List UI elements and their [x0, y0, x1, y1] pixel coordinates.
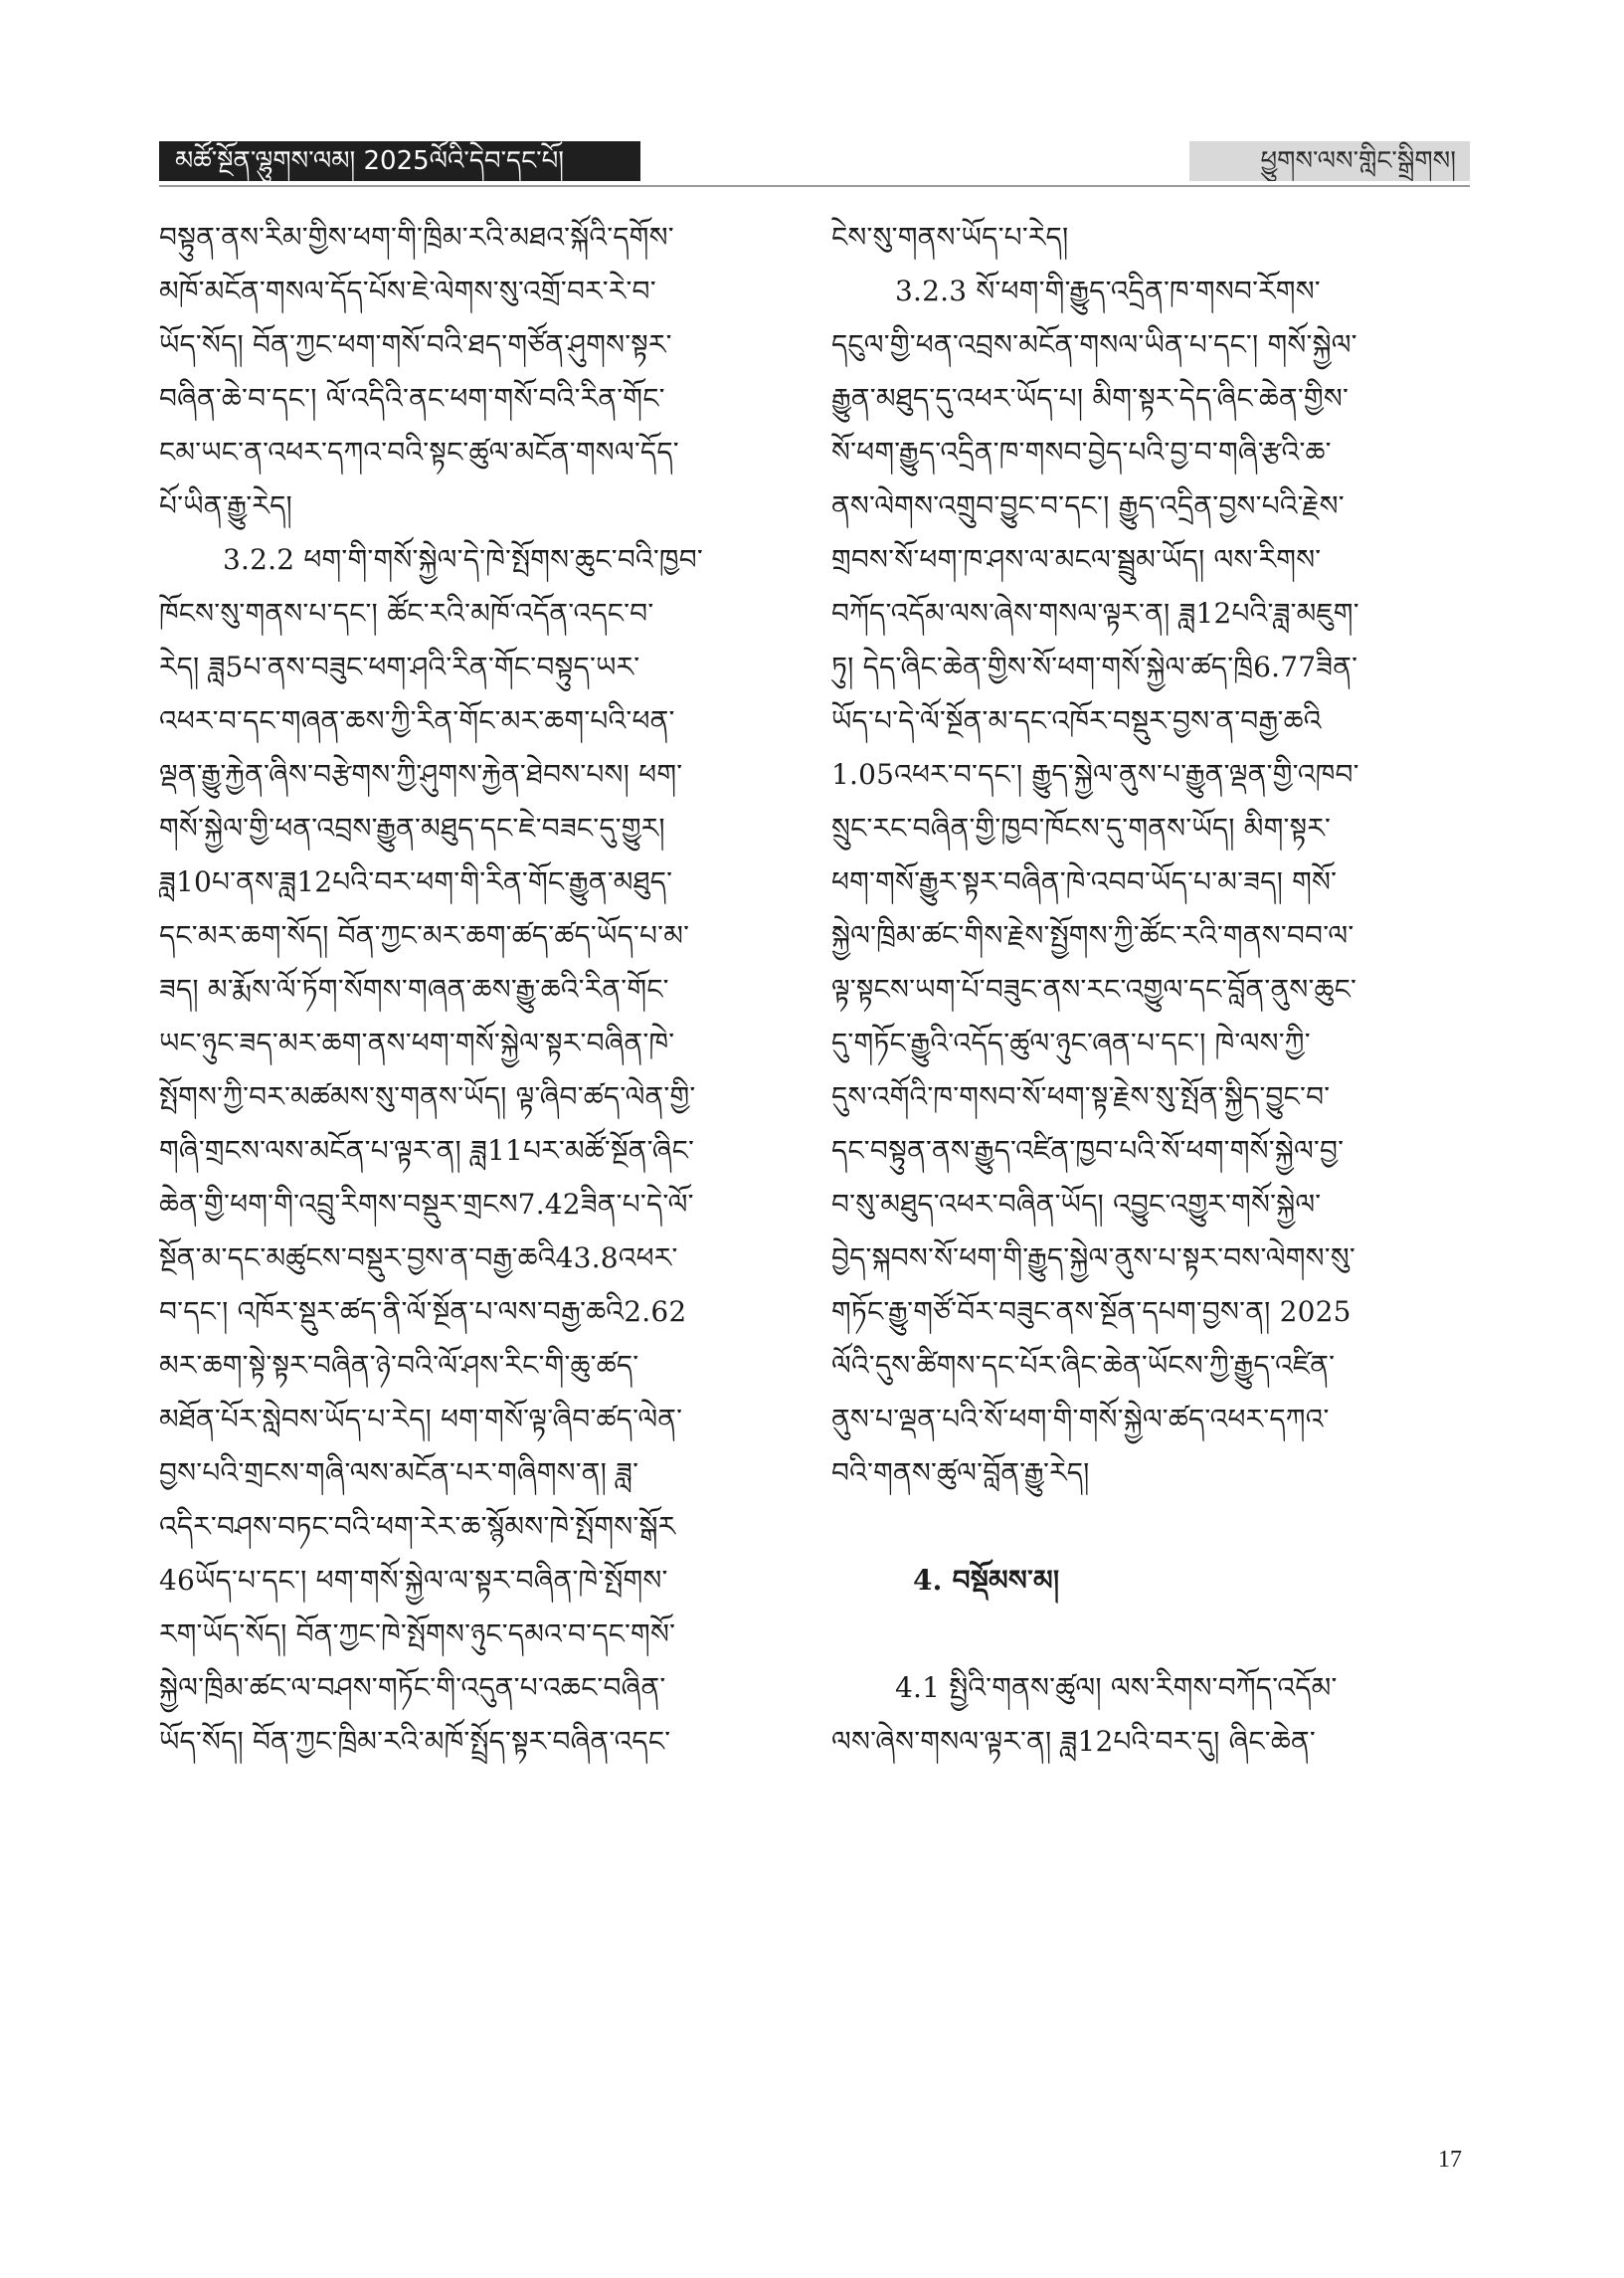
text-line: 3.2.2 ཕག་གི་གསོ་སྐྱེལ་དེ་ཁེ་སྤོགས་ཆུང་བའི་ཁྱབ་	[223, 543, 703, 576]
text-line	[831, 426, 1472, 479]
text-line: མཐོན་པོར་སླེབས་ཡོད་པ་རེད། ཕག་གསོ་ལྟ་ཞིབ་ཚད་ལེན་	[159, 1403, 683, 1435]
journal-title-banner: མཚོ་སྔོན་ལྷུགས་ལམ། 2025ལོའི་དེབ་དང་པོ།	[159, 141, 640, 181]
text-line-content: ཏུ། དེད་ཞིང་ཆེན་གྱིས་སོ་ཕག་གསོ་སྐྱེལ་ཚད་ཁྲི6.77ཟིན་	[831, 651, 1358, 683]
text-line: སྤོགས་ཀྱི་བར་མཚམས་སུ་གནས་ཡོད། ལྟ་ཞིབ་ཚད་ལེན་གྱི་	[159, 1080, 696, 1113]
text-line	[831, 533, 1472, 587]
text-line: མར་ཆག་སྟེ་སྟར་བཞིན་ཉེ་བའི་ལོ་ཤས་རིང་གི་ཆུ་ཚད་	[159, 1349, 639, 1382]
text-line: ཡོད་སོད། བོན་ཀྱང་ཕག་གསོ་བའི་ཐད་གཙོན་ཤུགས་སྟར་	[159, 328, 672, 361]
text-line-content: བཀོད་འདོམ་ལས་ཞེས་གསལ་ལྟར་ན། ཟླ12པའི་ཟླ་མཇུག་	[831, 597, 1359, 630]
text-line	[831, 748, 1472, 802]
text-line: ཡང་ཉུང་ཟད་མར་ཆག་ནས་ཕག་གསོ་སྐྱེལ་སྟར་བཞིན་ཁེ་	[159, 1027, 675, 1059]
text-line: ཟད། མ་རྨོས་ལོ་ཏོག་སོགས་གཞན་ཆས་རྒྱུ་ཆའི་རིན་གོང་	[159, 973, 669, 1006]
text-line: བྱས་པའི་གྲངས་གཞི་ལས་མངོན་པར་གཞིགས་ན། ཟླ་	[159, 1456, 639, 1489]
text-line	[831, 641, 1472, 694]
text-line: རེད། ཟླ5པ་ནས་བཟུང་ཕག་ཤའི་རིན་གོང་བསྟུད་ཡར་	[159, 651, 640, 683]
text-line: བསྟུན་ནས་རིམ་གྱིས་ཕག་གི་ཁྲིམ་རའི་མཐའ་སྐོའི་དགོས་	[159, 221, 674, 254]
text-line	[831, 1661, 1472, 1715]
text-line: སྔོན་མ་དང་མཚུངས་བསྡུར་བྱས་ན་བརྒྱ་ཆའི43.8འཕར་	[159, 1241, 678, 1274]
text-line-content: དུ་གཏོང་རྒྱུའི་འདོད་ཚུལ་ཉུང་ཞན་པ་དང་། ཁེ་ལས་ཀྱི་	[831, 1027, 1311, 1059]
text-line-content: ངེས་སུ་གནས་ཡོད་པ་རེད།	[831, 221, 1069, 254]
text-line-content: ལྟ་སྟངས་ཡག་པོ་བཟུང་ནས་རང་འགྱུལ་དང་བློན་ནུས་ཆུང་	[831, 973, 1357, 1006]
text-line-content: གཏོང་རྒྱུ་གཙོ་བོར་བཟུང་ནས་སྔོན་དཔག་བྱས་ན། 2025	[831, 1295, 1352, 1328]
text-line	[831, 1446, 1472, 1500]
text-line-content: ལས་ཞེས་གསལ་ལྟར་ན། ཟླ12པའི་བར་དུ། ཞིང་ཆེན་	[831, 1725, 1316, 1758]
text-line	[831, 318, 1472, 372]
page-number: 17	[1438, 2147, 1462, 2173]
text-line-content: 1.05འཕར་བ་དང་། རྒྱུད་སྐྱེལ་ནུས་པ་རྒྱུན་ལྡན་གྱི་འཁབ་	[831, 758, 1359, 791]
text-line: རག་ཡོད་སོད། བོན་ཀྱང་ཁེ་སྤོགས་ཉུང་དམའ་བ་དང་གསོ་	[159, 1617, 676, 1650]
text-line	[831, 479, 1472, 533]
text-line: བ་དང་། འཁོར་སྡུར་ཚད་ནི་ལོ་སྔོན་པ་ལས་བརྒྱ་ཆའི2.62	[159, 1295, 687, 1328]
text-line: གསོ་སྐྱེལ་གྱི་ཕན་འབྲས་རྒྱུན་མཐུད་དང་ཇེ་བཟང་དུ་གྱུར།	[159, 812, 665, 845]
text-line	[831, 372, 1472, 426]
text-line	[831, 211, 1472, 265]
text-line: པོ་ཡིན་རྒྱུ་རེད།	[159, 489, 292, 522]
text-line: ཟླ10པ་ནས་ཟླ12པའི་བར་ཕག་གི་རིན་གོང་རྒྱུན་མཐུད་	[159, 865, 673, 898]
text-line: གཞི་གྲངས་ལས་མངོན་པ་ལྟར་ན། ཟླ11པར་མཚོ་སྔོན་ཞིང་	[159, 1134, 695, 1167]
text-line: ཁོངས་སུ་གནས་པ་དང་། ཚོང་རའི་མཁོ་འདོན་འདང་བ་	[159, 597, 654, 630]
text-line-content: ལོའི་དུས་ཚིགས་དང་པོར་ཞིང་ཆེན་ཡོངས་ཀྱི་རྒྱུད་འཛིན་	[831, 1349, 1336, 1382]
text-line-content: དངུལ་གྱི་ཕན་འབྲས་མངོན་གསལ་ཡིན་པ་དང་། གསོ་སྐྱེལ་	[831, 328, 1357, 361]
text-line-content: གྲབས་སོ་ཕག་ཁ་ཤས་ལ་མངལ་སྦྲུམ་ཡོད། ལས་རིགས་	[831, 543, 1322, 576]
text-line: སྐྱེལ་ཁྲིམ་ཚང་ལ་བཤས་གཏོང་གི་འདུན་པ་འཆང་བཞིན་	[159, 1671, 666, 1704]
text-line	[831, 1393, 1472, 1446]
text-line	[831, 1339, 1472, 1393]
text-line: ཡོད་སོད། བོན་ཀྱང་ཁྲིམ་རའི་མཁོ་སྤྲོད་སྟར་བཞིན་འདང་	[159, 1725, 671, 1758]
text-line	[831, 1500, 1472, 1554]
text-line	[831, 802, 1472, 855]
text-line-content: སྲུང་རང་བཞིན་གྱི་ཁྱབ་ཁོངས་དུ་གནས་ཡོད། མིག་སྟར་	[831, 812, 1332, 845]
text-line	[831, 855, 1472, 909]
text-line	[831, 1124, 1472, 1178]
section-heading-text: 4. བསྡོམས་མ།	[913, 1564, 1060, 1597]
text-line	[831, 909, 1472, 963]
text-line: མཁོ་མངོན་གསལ་དོད་པོས་ཇེ་ལེགས་སུ་འགྲོ་བར་རེ་བ་	[159, 275, 656, 307]
text-line-content: ཕག་གསོ་རྒྱུར་སྟར་བཞིན་ཁེ་འབབ་ཡོད་པ་མ་ཟད། གསོ་	[831, 865, 1338, 898]
text-line	[831, 963, 1472, 1017]
text-line-content: དུས་འགོའི་ཁ་གསབ་སོ་ཕག་སྟ་རྗེས་སུ་སྤོན་སྐྱིད་བྱུང་བ་	[831, 1080, 1331, 1113]
text-line-content: བའི་གནས་ཚུལ་བློན་རྒྱུ་རེད།	[831, 1456, 1090, 1489]
text-line: བཞིན་ཆེ་བ་དང་། ལོ་འདིའི་ནང་ཕག་གསོ་བའི་རིན་གོང་	[159, 382, 665, 415]
left-text-column	[159, 211, 800, 1769]
text-line	[831, 587, 1472, 641]
text-line-content: དང་བསྟུན་ནས་རྒྱུད་འཛིན་ཁྱབ་པའི་སོ་ཕག་གསོ་སྐྱེལ་བྱ་	[831, 1134, 1345, 1167]
text-line: དང་མར་ཆག་སོད། བོན་ཀྱང་མར་ཆག་ཚད་ཚད་ཡོད་པ་མ་	[159, 919, 690, 952]
text-line: འཕར་བ་དང་གཞན་ཆས་ཀྱི་རིན་གོང་མར་ཆག་པའི་ཕན་	[159, 704, 675, 737]
text-line	[831, 1070, 1472, 1124]
text-line-content: སྐྱེལ་ཁྲིམ་ཚང་གིས་རྗེས་སྤྱོགས་ཀྱི་ཚོང་རའི་གནས་བབ་ལ་	[831, 919, 1354, 952]
text-line	[831, 1017, 1472, 1070]
text-line-content: ནུས་པ་ལྡན་པའི་སོ་ཕག་གི་གསོ་སྐྱེལ་ཚད་འཕར་དཀའ་	[831, 1403, 1330, 1435]
text-line-content: 3.2.3 སོ་ཕག་གི་རྒྱུད་འདྲིན་ཁ་གསབ་རོགས་	[895, 275, 1321, 307]
text-line	[831, 1285, 1472, 1339]
text-line-content: སོ་ཕག་རྒྱུད་འདྲིན་ཁ་གསབ་བྱེད་པའི་བྱ་བ་གཞི་རྩའི་ཆ་	[831, 436, 1332, 469]
text-line: འདིར་བཤས་བཏང་བའི་ཕག་རེར་ཆ་སྙོམས་ཁེ་སྤོགས་སྒོར	[159, 1510, 676, 1543]
text-line	[831, 1715, 1472, 1769]
right-text-column	[831, 211, 1472, 1769]
text-line	[831, 1608, 1472, 1661]
text-line	[831, 694, 1472, 748]
text-line-content: 4.1 སྤྱིའི་གནས་ཚུལ། ལས་རིགས་བཀོད་འདོམ་	[895, 1671, 1338, 1704]
text-line-content: ནས་ལེགས་འགྲུབ་བྱུང་བ་དང་། རྒྱུད་འདྲིན་བྱས་པའི་རྗེས་	[831, 489, 1345, 522]
header-rule	[159, 185, 1470, 187]
text-line-content: ཡོད་པ་དེ་ལོ་སྔོན་མ་དང་འཁོར་བསྡུར་བྱས་ན་བརྒྱ་ཆའི	[831, 704, 1322, 737]
text-line: ཆེན་གྱི་ཕག་གི་འབྲུ་རིགས་བསྡུར་གྲངས7.42ཟིན་པ་དེ་ལོ་	[159, 1188, 694, 1221]
text-line-content: བ་སུ་མཐུད་འཕར་བཞིན་ཡོད། འབྱུང་འགྱུར་གསོ་སྐྱེལ་	[831, 1188, 1322, 1221]
text-line-content: རྒྱུན་མཐུད་དུ་འཕར་ཡོད་པ། མིག་སྟར་དེད་ཞིང་ཆེན་གྱིས་	[831, 382, 1350, 415]
text-line: ངམ་ཡང་ན་འཕར་དཀའ་བའི་སྟང་ཚུལ་མངོན་གསལ་དོད་	[159, 436, 679, 469]
text-line-content: བྱེད་སྐབས་སོ་ཕག་གི་རྒྱུད་སྐྱེལ་ནུས་པ་སྟར་བས་ལེགས་སུ་	[831, 1241, 1355, 1274]
text-line	[831, 1232, 1472, 1285]
section-title-banner: ཕྱུགས་ལས་གླིང་སྒྲིགས།	[1189, 141, 1470, 181]
text-line	[831, 1178, 1472, 1232]
text-line: 46ཡོད་པ་དང་། ཕག་གསོ་སྐྱེལ་ལ་སྟར་བཞིན་ཁེ་སྤོགས་	[159, 1564, 668, 1597]
text-line: ལྡན་རྒྱུ་རྐྱེན་ཞིས་བརྩེགས་ཀྱི་ཤུགས་རྐྱེན་ཐེབས་པས། ཕག་	[159, 758, 683, 791]
section-heading	[831, 1554, 1472, 1608]
text-line	[831, 265, 1472, 318]
